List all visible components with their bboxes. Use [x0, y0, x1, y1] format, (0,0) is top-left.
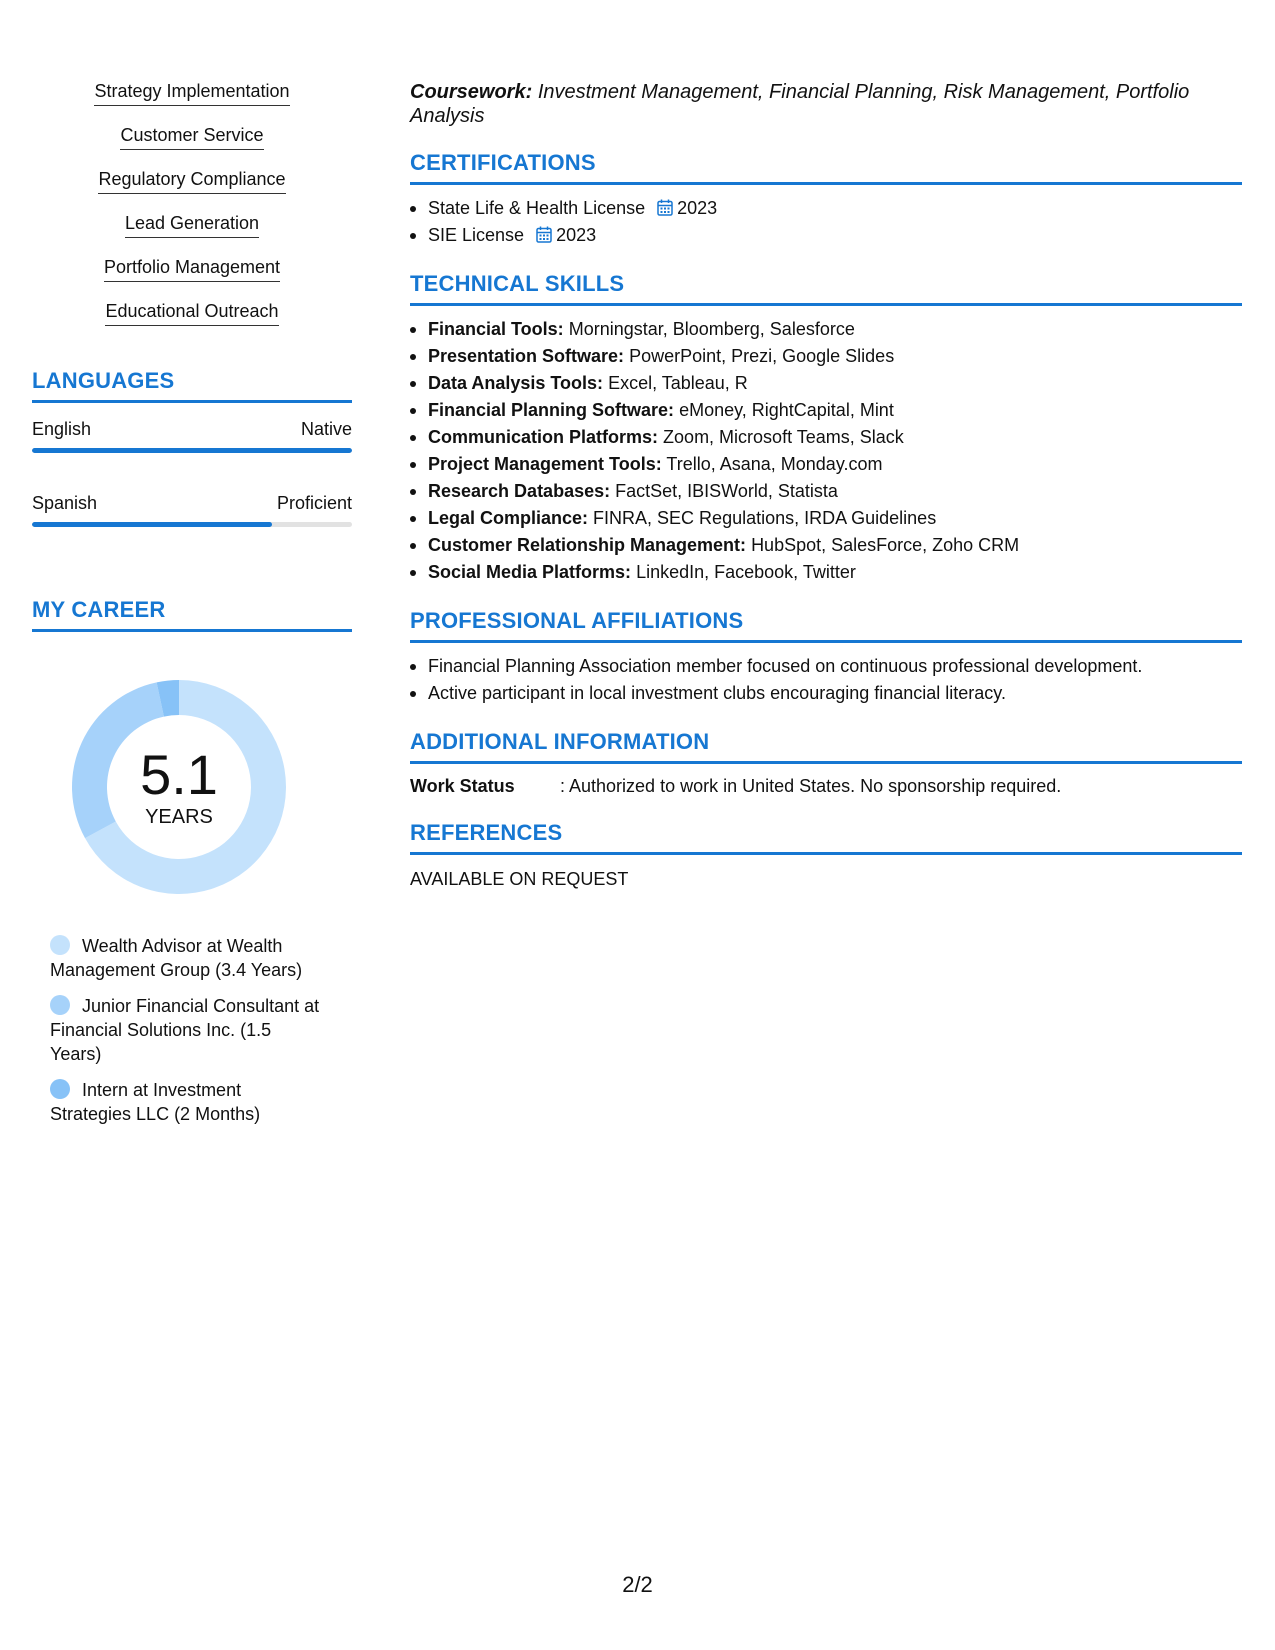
tech-skill-item — [410, 505, 1242, 532]
skill-item: Regulatory Compliance — [98, 168, 285, 194]
tech-skill-label: Communication Platforms: — [428, 427, 659, 447]
certification-name: State Life & Health License — [428, 198, 646, 218]
certifications-section — [410, 150, 1242, 249]
left-column — [32, 80, 352, 1138]
technical-skills-section — [410, 271, 1242, 586]
calendar-icon — [657, 197, 673, 214]
certification-item — [410, 195, 1242, 222]
legend-dot — [50, 935, 70, 955]
affiliations-section — [410, 608, 1242, 707]
calendar-icon — [536, 224, 552, 241]
legend-label: Intern at Investment Strategies LLC (2 Months) — [50, 1080, 261, 1124]
tech-skill-item — [410, 478, 1242, 505]
tech-skill-value: Trello, Asana, Monday.com — [666, 454, 883, 474]
donut-center — [64, 672, 294, 902]
tech-skill-item — [410, 424, 1242, 451]
tech-skill-item — [410, 559, 1242, 586]
certification-name: SIE License — [428, 225, 525, 245]
technical-skills-title: TECHNICAL SKILLS — [410, 271, 1242, 306]
language-level-bar — [32, 448, 352, 453]
work-status-value: : Authorized to work in United States. No sponsorship required. — [560, 776, 1062, 796]
tech-skill-value: LinkedIn, Facebook, Twitter — [636, 562, 856, 582]
skill-item: Customer Service — [120, 124, 263, 150]
tech-skill-label: Presentation Software: — [428, 346, 625, 366]
affiliation-item: Active participant in local investment clubs encouraging financial literacy. — [410, 680, 1242, 707]
work-status-row — [410, 774, 1242, 798]
references-section — [410, 820, 1242, 890]
right-column — [410, 80, 1242, 890]
skill-item: Strategy Implementation — [94, 80, 289, 106]
legend-dot — [50, 1079, 70, 1099]
affiliation-item: Financial Planning Association member focused on continuous professional development. — [410, 653, 1242, 680]
tech-skill-label: Social Media Platforms: — [428, 562, 632, 582]
tech-skill-label: Financial Tools: — [428, 319, 564, 339]
tech-skill-item — [410, 316, 1242, 343]
tech-skill-label: Research Databases: — [428, 481, 611, 501]
language-level-bar — [32, 522, 352, 527]
skill-item: Portfolio Management — [104, 256, 280, 282]
language-item — [32, 493, 352, 527]
tech-skill-label: Project Management Tools: — [428, 454, 662, 474]
tech-skill-value: Zoom, Microsoft Teams, Slack — [663, 427, 904, 447]
tech-skill-label: Financial Planning Software: — [428, 400, 675, 420]
language-level-fill — [32, 448, 352, 453]
page-number: 2/2 — [622, 1572, 653, 1597]
tech-skill-value: Morningstar, Bloomberg, Salesforce — [568, 319, 855, 339]
legend-label: Wealth Advisor at Wealth Management Group (3.4 Years) — [50, 936, 303, 980]
legend-item — [50, 934, 320, 982]
tech-skill-value: HubSpot, SalesForce, Zoho CRM — [751, 535, 1020, 555]
career-total-years: 5.1 — [140, 742, 218, 806]
career-title: MY CAREER — [32, 597, 352, 632]
tech-skill-item — [410, 343, 1242, 370]
language-item — [32, 419, 352, 453]
legend-label: Junior Financial Consultant at Financial Solutions Inc. (1.5 Years) — [50, 996, 320, 1064]
tech-skill-value: FINRA, SEC Regulations, IRDA Guidelines — [593, 508, 937, 528]
tech-skill-value: PowerPoint, Prezi, Google Slides — [629, 346, 895, 366]
languages-title: LANGUAGES — [32, 368, 352, 403]
coursework-text: Investment Management, Financial Planning, Risk Management, Portfolio Analysis — [410, 81, 1190, 127]
certification-item — [410, 222, 1242, 249]
skill-item: Educational Outreach — [105, 300, 278, 326]
skills-list — [32, 80, 352, 344]
legend-item — [50, 994, 320, 1066]
career-legend — [50, 934, 320, 1126]
tech-skill-item — [410, 451, 1242, 478]
tech-skill-label: Legal Compliance: — [428, 508, 589, 528]
legend-dot — [50, 995, 70, 1015]
career-total-unit: YEARS — [145, 805, 213, 828]
career-donut-chart — [64, 672, 294, 902]
tech-skill-label: Data Analysis Tools: — [428, 373, 604, 393]
work-status-label: Work Status — [410, 776, 515, 796]
tech-skill-item — [410, 370, 1242, 397]
tech-skill-value: FactSet, IBISWorld, Statista — [615, 481, 838, 501]
skill-item: Lead Generation — [125, 212, 259, 238]
language-level-fill — [32, 522, 272, 527]
language-name: English — [32, 419, 92, 439]
certification-year: 2023 — [556, 225, 597, 245]
tech-skill-item — [410, 532, 1242, 559]
tech-skill-label: Customer Relationship Management: — [428, 535, 747, 555]
language-level: Proficient — [276, 493, 352, 513]
certifications-title: CERTIFICATIONS — [410, 150, 1242, 185]
tech-skill-value: eMoney, RightCapital, Mint — [679, 400, 894, 420]
tech-skill-item — [410, 397, 1242, 424]
tech-skill-value: Excel, Tableau, R — [608, 373, 748, 393]
additional-info-section — [410, 729, 1242, 798]
language-level: Native — [300, 419, 352, 439]
coursework — [410, 80, 1242, 128]
coursework-label: Coursework: — [410, 81, 533, 103]
additional-info-title: ADDITIONAL INFORMATION — [410, 729, 1242, 764]
references-title: REFERENCES — [410, 820, 1242, 855]
references-text: AVAILABLE ON REQUEST — [410, 869, 629, 889]
affiliations-title: PROFESSIONAL AFFILIATIONS — [410, 608, 1242, 643]
legend-item — [50, 1078, 320, 1126]
language-name: Spanish — [32, 493, 98, 513]
certification-year: 2023 — [677, 198, 718, 218]
